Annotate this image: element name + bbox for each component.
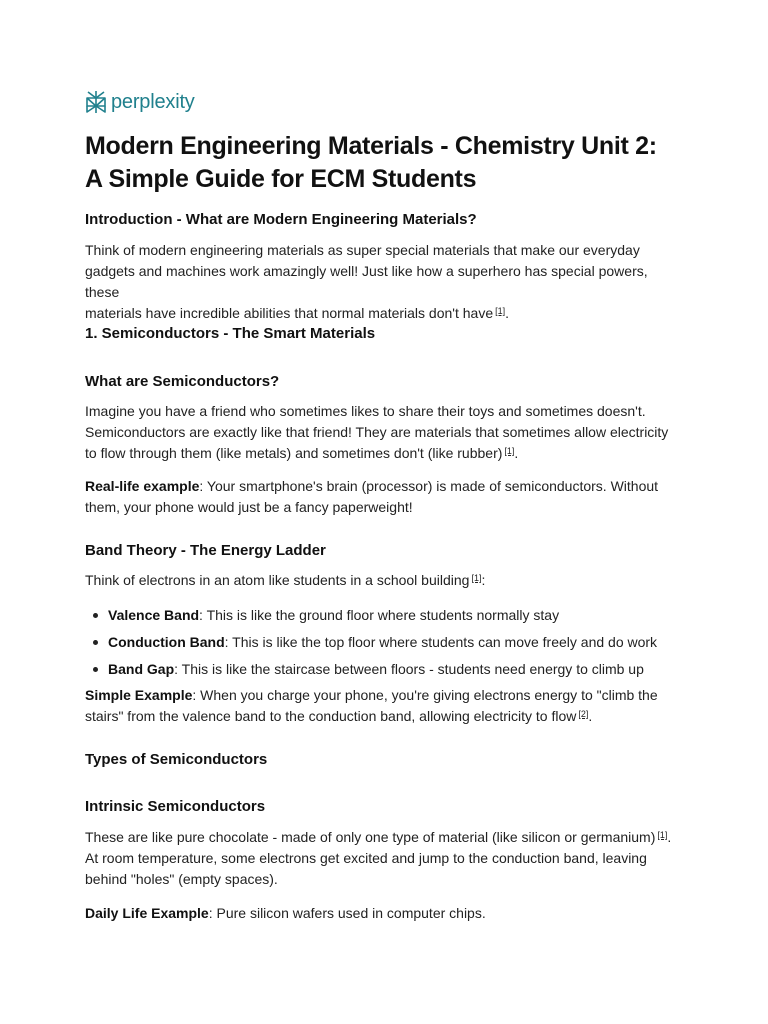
what-are-line-3: to flow through them (like metals) and sometimes don't (like rubber) xyxy=(85,445,503,461)
simple-example-label: Simple Example xyxy=(85,687,193,703)
citation-link[interactable]: [1] xyxy=(657,830,668,840)
intrinsic-line-1: These are like pure chocolate - made of only one type of material (like silicon or germanium) xyxy=(85,829,656,845)
bullet-icon xyxy=(93,640,98,645)
title-line-2: A Simple Guide for ECM Students xyxy=(85,165,477,193)
citation-link[interactable]: [1] xyxy=(504,446,515,456)
intro-end: . xyxy=(505,305,510,321)
simple-example-line-1: : When you charge your phone, you're giving electrons energy to "climb the xyxy=(192,687,658,703)
band-theory-intro xyxy=(85,570,681,591)
citation-link[interactable]: [1] xyxy=(471,573,482,583)
intrinsic-paragraph xyxy=(85,827,681,890)
types-heading: Types of Semiconductors xyxy=(85,751,268,768)
brand-name: perplexity xyxy=(111,90,195,113)
real-life-label: Real-life example xyxy=(85,478,200,494)
simple-example-paragraph xyxy=(85,685,681,727)
band-theory-intro-end: : xyxy=(481,572,486,588)
intrinsic-line-3: behind "holes" (empty spaces). xyxy=(85,871,278,887)
bullet-icon xyxy=(93,667,98,672)
list-item xyxy=(93,605,559,625)
simple-example-end: . xyxy=(588,708,593,724)
bullet-icon xyxy=(93,613,98,618)
real-life-line-1: : Your smartphone's brain (processor) is made of semiconductors. Without xyxy=(199,478,659,494)
band-theory-heading: Band Theory - The Energy Ladder xyxy=(85,542,326,559)
list-item xyxy=(93,632,657,652)
intrinsic-line-2: At room temperature, some electrons get excited and jump to the conduction band, leaving xyxy=(85,850,647,866)
intro-paragraph xyxy=(85,240,681,324)
what-are-line-2: Semiconductors are exactly like that friend! They are materials that sometimes allow electricity xyxy=(85,424,669,440)
what-are-heading: What are Semiconductors? xyxy=(85,373,280,390)
list-item-label: Band Gap xyxy=(108,661,175,677)
what-are-line-1: Imagine you have a friend who sometimes likes to share their toys and sometimes doesn't. xyxy=(85,403,646,419)
what-are-paragraph xyxy=(85,401,681,464)
citation-link[interactable]: [2] xyxy=(578,709,589,719)
band-theory-intro-text: Think of electrons in an atom like students in a school building xyxy=(85,572,470,588)
list-item-text: : This is like the ground floor where students normally stay xyxy=(199,607,560,623)
title-line-1: Modern Engineering Materials - Chemistry Unit 2: xyxy=(85,132,657,160)
citation-link[interactable]: [1] xyxy=(495,306,506,316)
intro-line-2: gadgets and machines work amazingly well! Just like how a superhero has special powers, these xyxy=(85,263,648,300)
real-life-paragraph xyxy=(85,476,681,518)
what-are-end: . xyxy=(514,445,519,461)
list-item-text: : This is like the top floor where students can move freely and do work xyxy=(224,634,658,650)
perplexity-logo-icon xyxy=(85,90,107,114)
intro-line-1: Think of modern engineering materials as super special materials that make our everyday xyxy=(85,242,640,258)
real-life-line-2: them, your phone would just be a fancy paperweight! xyxy=(85,499,413,515)
section-1-heading: 1. Semiconductors - The Smart Materials xyxy=(85,325,376,342)
intro-heading: Introduction - What are Modern Engineering Materials? xyxy=(85,211,477,228)
list-item-label: Conduction Band xyxy=(108,634,225,650)
simple-example-line-2: stairs" from the valence band to the conduction band, allowing electricity to flow xyxy=(85,708,577,724)
daily-life-label: Daily Life Example xyxy=(85,905,209,921)
list-item-text: : This is like the staircase between floors - students need energy to climb up xyxy=(174,661,644,677)
daily-life-text: : Pure silicon wafers used in computer chips. xyxy=(208,905,486,921)
list-item xyxy=(93,659,644,679)
intrinsic-end: . xyxy=(667,829,672,845)
intrinsic-heading: Intrinsic Semiconductors xyxy=(85,798,266,815)
brand-logo xyxy=(85,90,195,114)
daily-life-paragraph xyxy=(85,903,681,924)
list-item-label: Valence Band xyxy=(108,607,200,623)
intro-line-3: materials have incredible abilities that normal materials don't have xyxy=(85,305,494,321)
page-title xyxy=(85,130,685,196)
